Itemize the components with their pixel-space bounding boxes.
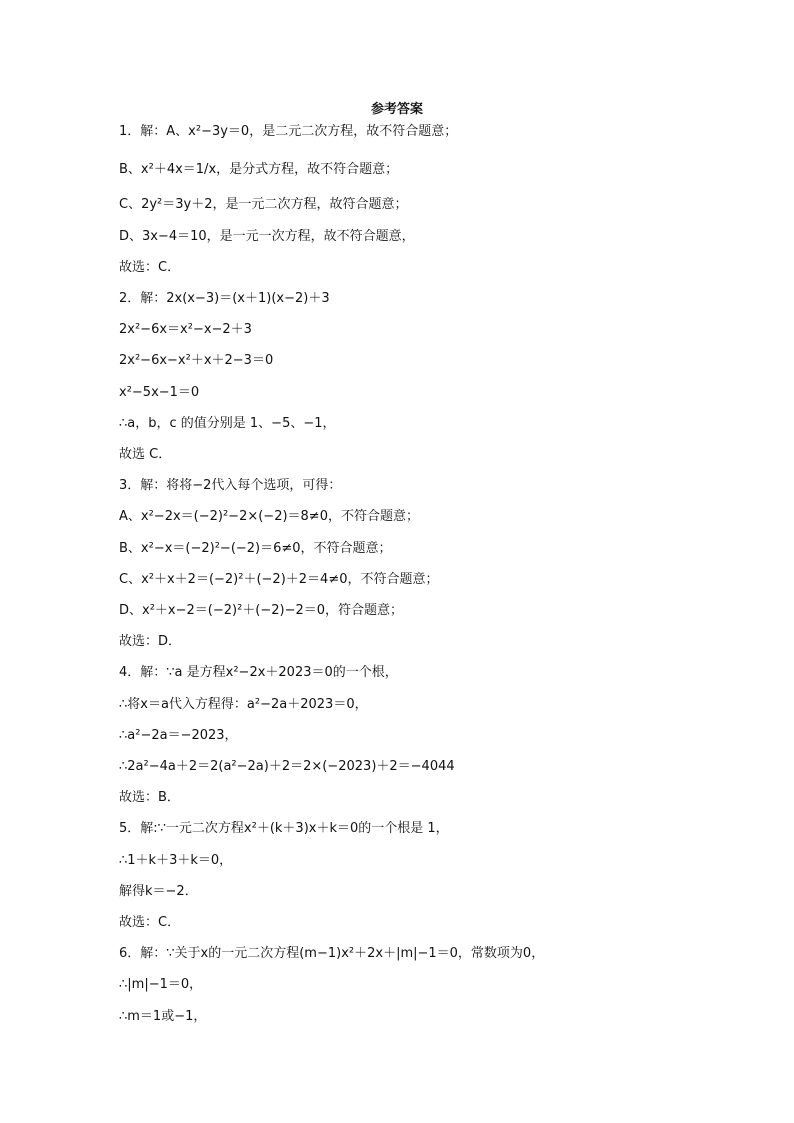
text-line: ∴将x＝a代入方程得：a²−2a＋2023＝0，: [119, 697, 368, 712]
text-line: 4．解：∵a 是方程x²−2x＋2023＝0的一个根，: [119, 665, 398, 680]
text-line: 故选：D．: [119, 634, 182, 649]
text-line: 解得k＝−2．: [119, 884, 198, 899]
page-title: 参考答案: [370, 102, 423, 117]
text-line: A、x²−2x＝(−2)²−2×(−2)＝8≠0，不符合题意；: [119, 509, 419, 524]
text-line: D、3x−4＝10，是一元一次方程，故不符合题意，: [119, 229, 415, 244]
text-line: B、x²＋4x＝1/x，是分式方程，故不符合题意；: [119, 162, 399, 177]
text-line: C、2y²＝3y＋2，是一元二次方程，故符合题意；: [119, 197, 408, 212]
text-line: ∴2a²−4a＋2＝2(a²−2a)＋2＝2×(−2023)＋2＝−4044: [119, 759, 455, 774]
text-line: 故选 C．: [119, 447, 172, 462]
text-line: 6．解：∵关于x的一元二次方程(m−1)x²＋2x＋|m|−1＝0，常数项为0，: [119, 946, 545, 961]
text-line: 2x²−6x＝x²−x−2＋3: [119, 322, 252, 337]
text-line: 故选：B．: [119, 790, 180, 805]
text-line: ∴1＋k＋3＋k＝0，: [119, 853, 233, 868]
text-line: 5．解:∵一元二次方程x²＋(k＋3)x＋k＝0的一个根是 1，: [119, 821, 449, 836]
text-line: 故选：C．: [119, 260, 181, 275]
text-line: x²−5x−1＝0: [119, 385, 200, 400]
text-line: ∴|m|−1＝0，: [119, 977, 203, 992]
text-line: 2．解：2x(x−3)＝(x＋1)(x−2)＋3: [119, 291, 330, 306]
text-line: 3．解：将将−2代入每个选项，可得：: [119, 478, 342, 493]
text-line: 2x²−6x−x²＋x＋2−3＝0: [119, 353, 274, 368]
text-line: 故选：C．: [119, 915, 181, 930]
text-line: C、x²＋x＋2＝(−2)²＋(−2)＋2＝4≠0，不符合题意；: [119, 572, 439, 587]
text-line: B、x²−x＝(−2)²−(−2)＝6≠0，不符合题意；: [119, 541, 392, 556]
text-line: ∴a，b，c 的值分别是 1、−5、−1，: [119, 416, 336, 431]
text-line: D、x²＋x−2＝(−2)²＋(−2)−2＝0，符合题意；: [119, 603, 404, 618]
text-line: ∴a²−2a＝−2023，: [119, 728, 238, 743]
text-line: ∴m＝1或−1，: [119, 1009, 207, 1024]
text-line: 1．解：A、x²−3y＝0，是二元二次方程，故不符合题意；: [119, 124, 458, 139]
